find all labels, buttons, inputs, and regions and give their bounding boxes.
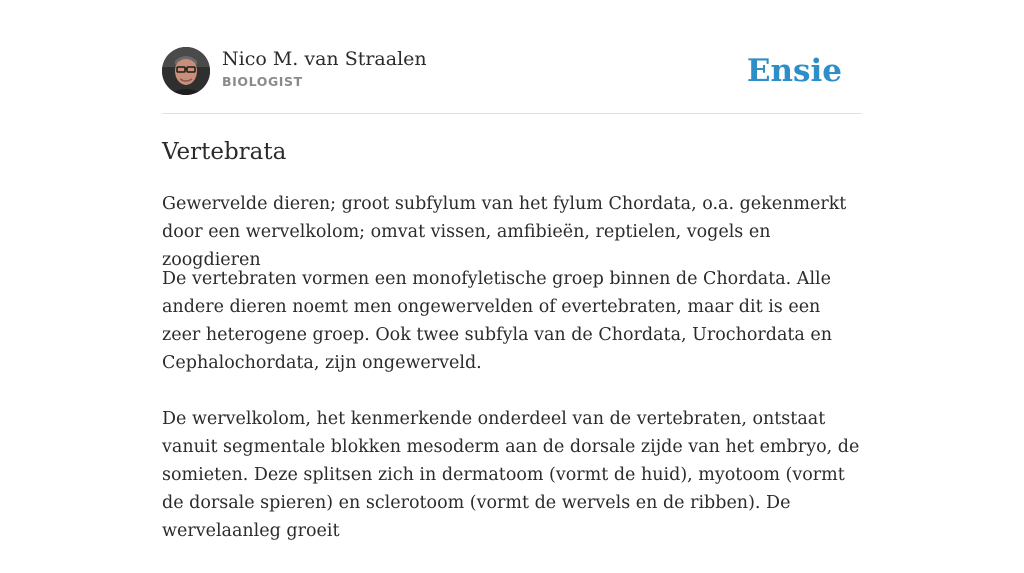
article-definition: Gewervelde dieren; groot subfylum van het fylum Chordata, o.a. gekenmerkt door een wervelkolom; omvat vissen, amfibieën, reptielen, vogels en zoogdieren [162, 194, 847, 270]
person-photo-icon [162, 47, 210, 95]
article-body [162, 265, 862, 573]
article-paragraph: De wervelkolom, het kenmerkende onderdeel van de vertebraten, ontstaat vanuit segmentale blokken mesoderm aan de dorsale zijde van het embryo, de somieten. Deze splitsen zich in dermatoom (vormt de huid), myotoom (vormt de dorsale spieren) en sclerotoom (vormt de wervels en de ribben). De wervelaanleg groeit [162, 409, 860, 541]
author-name[interactable]: Nico M. van Straalen [222, 48, 427, 70]
author-role: BIOLOGIST [222, 74, 303, 89]
article-paragraph: De vertebraten vormen een monofyletische groep binnen de Chordata. Alle andere dieren noemt men ongewervelden of evertebraten, maar dit is een zeer heterogene groep. Ook twee subfyla van de Chordata, Urochordata en Cephalochordata, zijn ongewerveld. [162, 269, 833, 373]
article-title: Vertebrata [162, 139, 287, 165]
author-header [162, 47, 862, 95]
header-divider [162, 113, 862, 114]
ensie-logo[interactable]: Ensie [746, 53, 842, 89]
author-avatar[interactable] [162, 47, 210, 95]
